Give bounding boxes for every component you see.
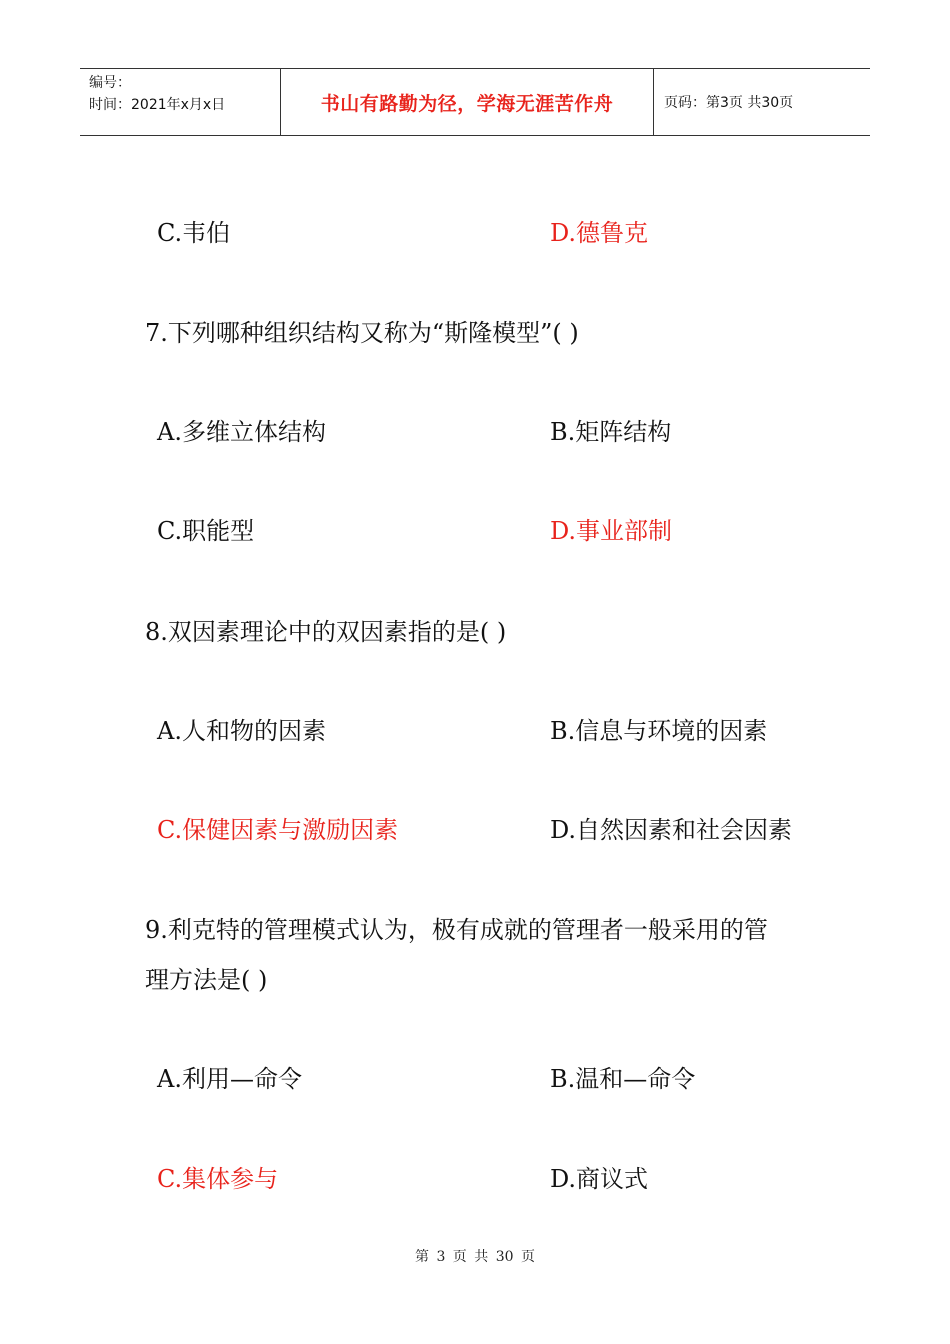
page-header xyxy=(80,68,870,136)
q8-option-d: D.自然因素和社会因素 xyxy=(550,816,793,844)
q6-option-c: C.韦伯 xyxy=(157,219,231,247)
q8-option-c-answer: C.保健因素与激励因素 xyxy=(157,816,399,844)
q7-option-b: B.矩阵结构 xyxy=(550,418,672,446)
q9-stem-line2: 理方法是( ) xyxy=(145,966,268,994)
header-motto: 书山有路勤为径，学海无涯苦作舟 xyxy=(281,69,654,135)
q7-option-c: C.职能型 xyxy=(157,517,255,545)
header-page-info: 页码：第3页 共30页 xyxy=(664,95,794,111)
q9-option-b: B.温和—命令 xyxy=(550,1065,696,1093)
q7-option-d-answer: D.事业部制 xyxy=(550,517,673,545)
q9-option-c-answer: C.集体参与 xyxy=(157,1165,279,1193)
q6-option-d-answer: D.德鲁克 xyxy=(550,219,649,247)
page-footer: 第 3 页 共 30 页 xyxy=(415,1249,535,1265)
q7-option-a: A.多维立体结构 xyxy=(157,418,326,446)
header-meta-cell xyxy=(80,69,281,135)
q7-stem: 7.下列哪种组织结构又称为“斯隆模型”( ) xyxy=(145,319,579,347)
q9-option-a: A.利用—命令 xyxy=(157,1065,302,1093)
time-label: 时间：2021年x月x日 xyxy=(89,97,226,113)
q8-stem: 8.双因素理论中的双因素指的是( ) xyxy=(145,618,507,646)
number-label: 编号： xyxy=(89,75,131,91)
q9-stem-line1: 9.利克特的管理模式认为，极有成就的管理者一般采用的管 xyxy=(145,916,768,944)
q8-option-a: A.人和物的因素 xyxy=(157,717,326,745)
q9-option-d: D.商议式 xyxy=(550,1165,649,1193)
q8-option-b: B.信息与环境的因素 xyxy=(550,717,768,745)
